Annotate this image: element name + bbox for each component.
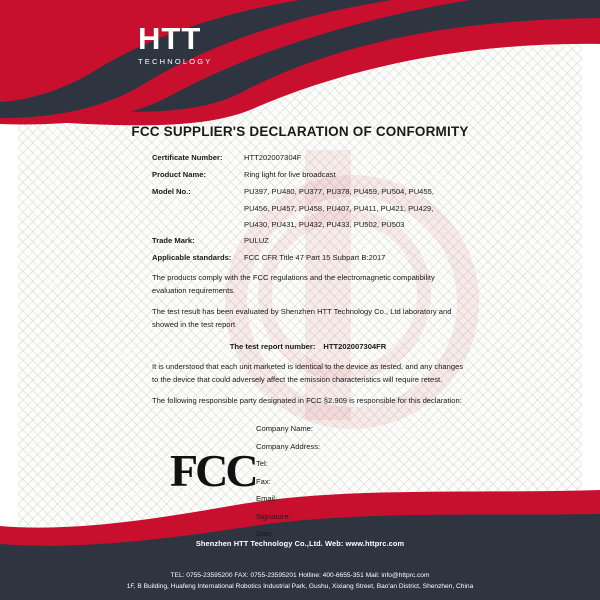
field-value: Ring light for live broadcast: [244, 170, 336, 179]
signature-field-tel: Tel:: [256, 459, 268, 468]
footer-contact-block: [0, 570, 600, 592]
signature-field-company-name: Company Name:: [256, 424, 313, 433]
field-value: FCC CFR Title 47 Part 15 Subpart B:2017: [244, 253, 386, 262]
test-report-line: [152, 341, 464, 352]
field-value: PULUZ: [244, 236, 269, 245]
footer-company: Shenzhen HTT Technology Co.,Ltd. Web: www.httprc.com: [195, 539, 405, 548]
field-label: Model No.:: [152, 187, 191, 196]
field-product-name: [152, 169, 464, 180]
field-label: Trade Mark:: [152, 236, 195, 245]
footer-contact: TEL: 0755-23595200 FAX: 0755-23595201 Hotline: 400-6655-351 Mail: info@httprc.com: [170, 572, 430, 579]
model-continuation-line-2: PU430, PU431, PU432, PU433, PU502, PU503: [244, 220, 405, 229]
logo: [138, 22, 213, 66]
signature-field-fax: Fax:: [256, 476, 271, 486]
paragraph-understanding: It is understood that each unit marketed is identical to the device as tested, and any changes to the device that could adversely affect the emission characteristics will require retest.: [152, 362, 464, 384]
page-title: FCC SUPPLIER'S DECLARATION OF CONFORMITY: [131, 124, 469, 139]
signature-block: [256, 424, 466, 547]
paragraph-test-result: The test result has been evaluated by Shenzhen HTT Technology Co., Ltd laboratory and showed in the test report: [152, 307, 452, 329]
test-report-number: HTT202007304FR: [323, 342, 387, 351]
model-continuation-line-1: PU456, PU457, PU458, PU407, PU411, PU421, PU429,: [244, 204, 434, 213]
footer-address: 1F, B Building, Huafeng International Robotics Industrial Park, Gushu, Xixiang Street, Bao'an District, Shenzhen, China: [126, 583, 474, 590]
logo-title: HTT: [138, 21, 202, 56]
field-model-no: [152, 186, 464, 197]
field-label: Certificate Number:: [152, 153, 223, 162]
field-value: PU397, PU480, PU377, PU378, PU459, PU504, PU455,: [244, 187, 434, 196]
paragraph-compliance: The products comply with the FCC regulations and the electromagnetic compatibility evaluation requirements.: [152, 273, 435, 295]
signature-field-email: Email:: [256, 494, 278, 503]
paragraph-responsible-party: The following responsible party designated in FCC §2.909 is responsible for this declaration:: [152, 396, 462, 405]
field-label: Product Name:: [152, 170, 207, 179]
field-label: Applicable standards:: [152, 253, 232, 262]
logo-subtitle: TECHNOLOGY: [138, 57, 213, 66]
document-body: [152, 152, 464, 408]
signature-field-date: Date:: [256, 529, 275, 538]
field-trade-mark: [152, 235, 464, 246]
signature-field-company-address: Company Address:: [256, 441, 321, 451]
field-certificate-number: [152, 152, 464, 163]
fcc-logo-icon: FCC: [170, 445, 256, 496]
field-applicable-standards: [152, 252, 464, 263]
field-value: HTT202007304F: [244, 153, 302, 162]
signature-field-signature: Signature:: [256, 511, 291, 521]
test-report-label: The test report number:: [229, 342, 316, 351]
